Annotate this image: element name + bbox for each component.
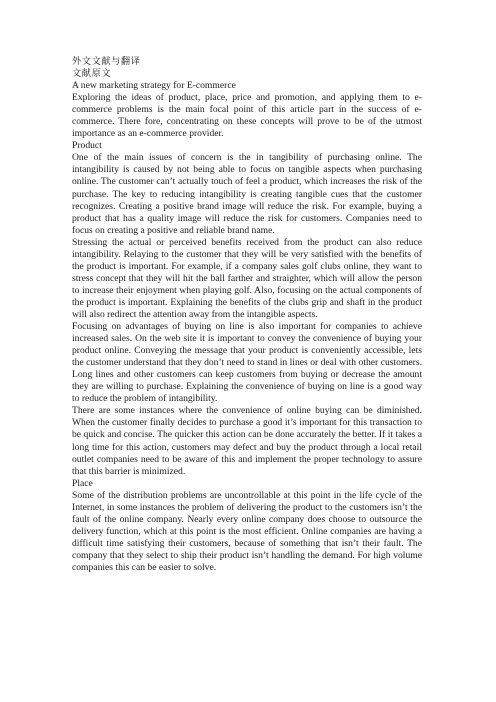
product-paragraph-3: Focusing on advantages of buying on line is also important for companies to achieve increased sales. On the web site it is important to convey the convenience of buying your product online. Conveying the message that your product is conveniently accessible, lets the customer understand that they don’t need to stand in lines or deal with other customers. Long lines and other customers can keep customers from buying or decrease the amount they are willing to purchase. Explaining the convenience of buying on line is a good way to reduce the problem of intangibility. xyxy=(72,321,422,405)
intro-paragraph: Exploring the ideas of product, place, price and promotion, and applying them to e-commerce problems is the main focal point of this article part in the success of e-commerce. There fore, concentrating on these concepts will prove to be of the utmost importance as an e-commerce provider. xyxy=(72,92,422,140)
section-heading-product: Product xyxy=(72,140,102,152)
document-page xyxy=(72,56,422,574)
product-paragraph-1: One of the main issues of concern is the in tangibility of purchasing online. The intangibility is caused by not being able to focus on tangible aspects when purchasing online. The customer can’t actually touch of feel a product, which increases the risk of the purchase. The key to reducing intangibility is creating tangible cues that the customer recognizes. Creating a positive brand image will reduce the risk. For example, buying a product that has a quality image will reduce the risk for customers. Companies need to focus on creating a positive and reliable brand name. xyxy=(72,152,422,236)
document-label-original-text: 文献原文 xyxy=(72,68,112,80)
product-paragraph-4: There are some instances where the convenience of online buying can be diminished. When the customer finally decides to purchase a good it’s important for this transaction to be quick and concise. The quicker this action can be done accurately the better. If it takes a long time for this action, customers may defect and buy the product through a local retail outlet companies need to be aware of this and implement the proper technology to assure that this barrier is minimized. xyxy=(72,405,422,477)
document-label-foreign-literature: 外文文献与翻译 xyxy=(72,56,141,67)
article-title: A new marketing strategy for E-commerce xyxy=(72,80,236,92)
product-paragraph-2: Stressing the actual or perceived benefits received from the product can also reduce intangibility. Relaying to the customer that they will be very satisfied with the benefits of the product is important. For example, if a company sales golf clubs online, they want to stress concept that they will hit the ball farther and straighter, which will allow the person to increase their enjoyment when playing golf. Also, focusing on the actual components of the product is important. Explaining the benefits of the clubs grip and shaft in the product will also redirect the attention away from the intangible aspects. xyxy=(72,236,422,320)
place-paragraph-1: Some of the distribution problems are uncontrollable at this point in the life cycle of the Internet, in some instances the problem of delivering the product to the customers isn’t the fault of the online company. Nearly every online company does choose to outsource the delivery function, which at this point is the most efficient. Online companies are having a difficult time satisfying their customers, because of something that isn’t their fault. The company that they select to ship their product isn’t handling the demand. For high volume companies this can be easier to solve. xyxy=(72,489,422,573)
section-heading-place: Place xyxy=(72,477,93,489)
